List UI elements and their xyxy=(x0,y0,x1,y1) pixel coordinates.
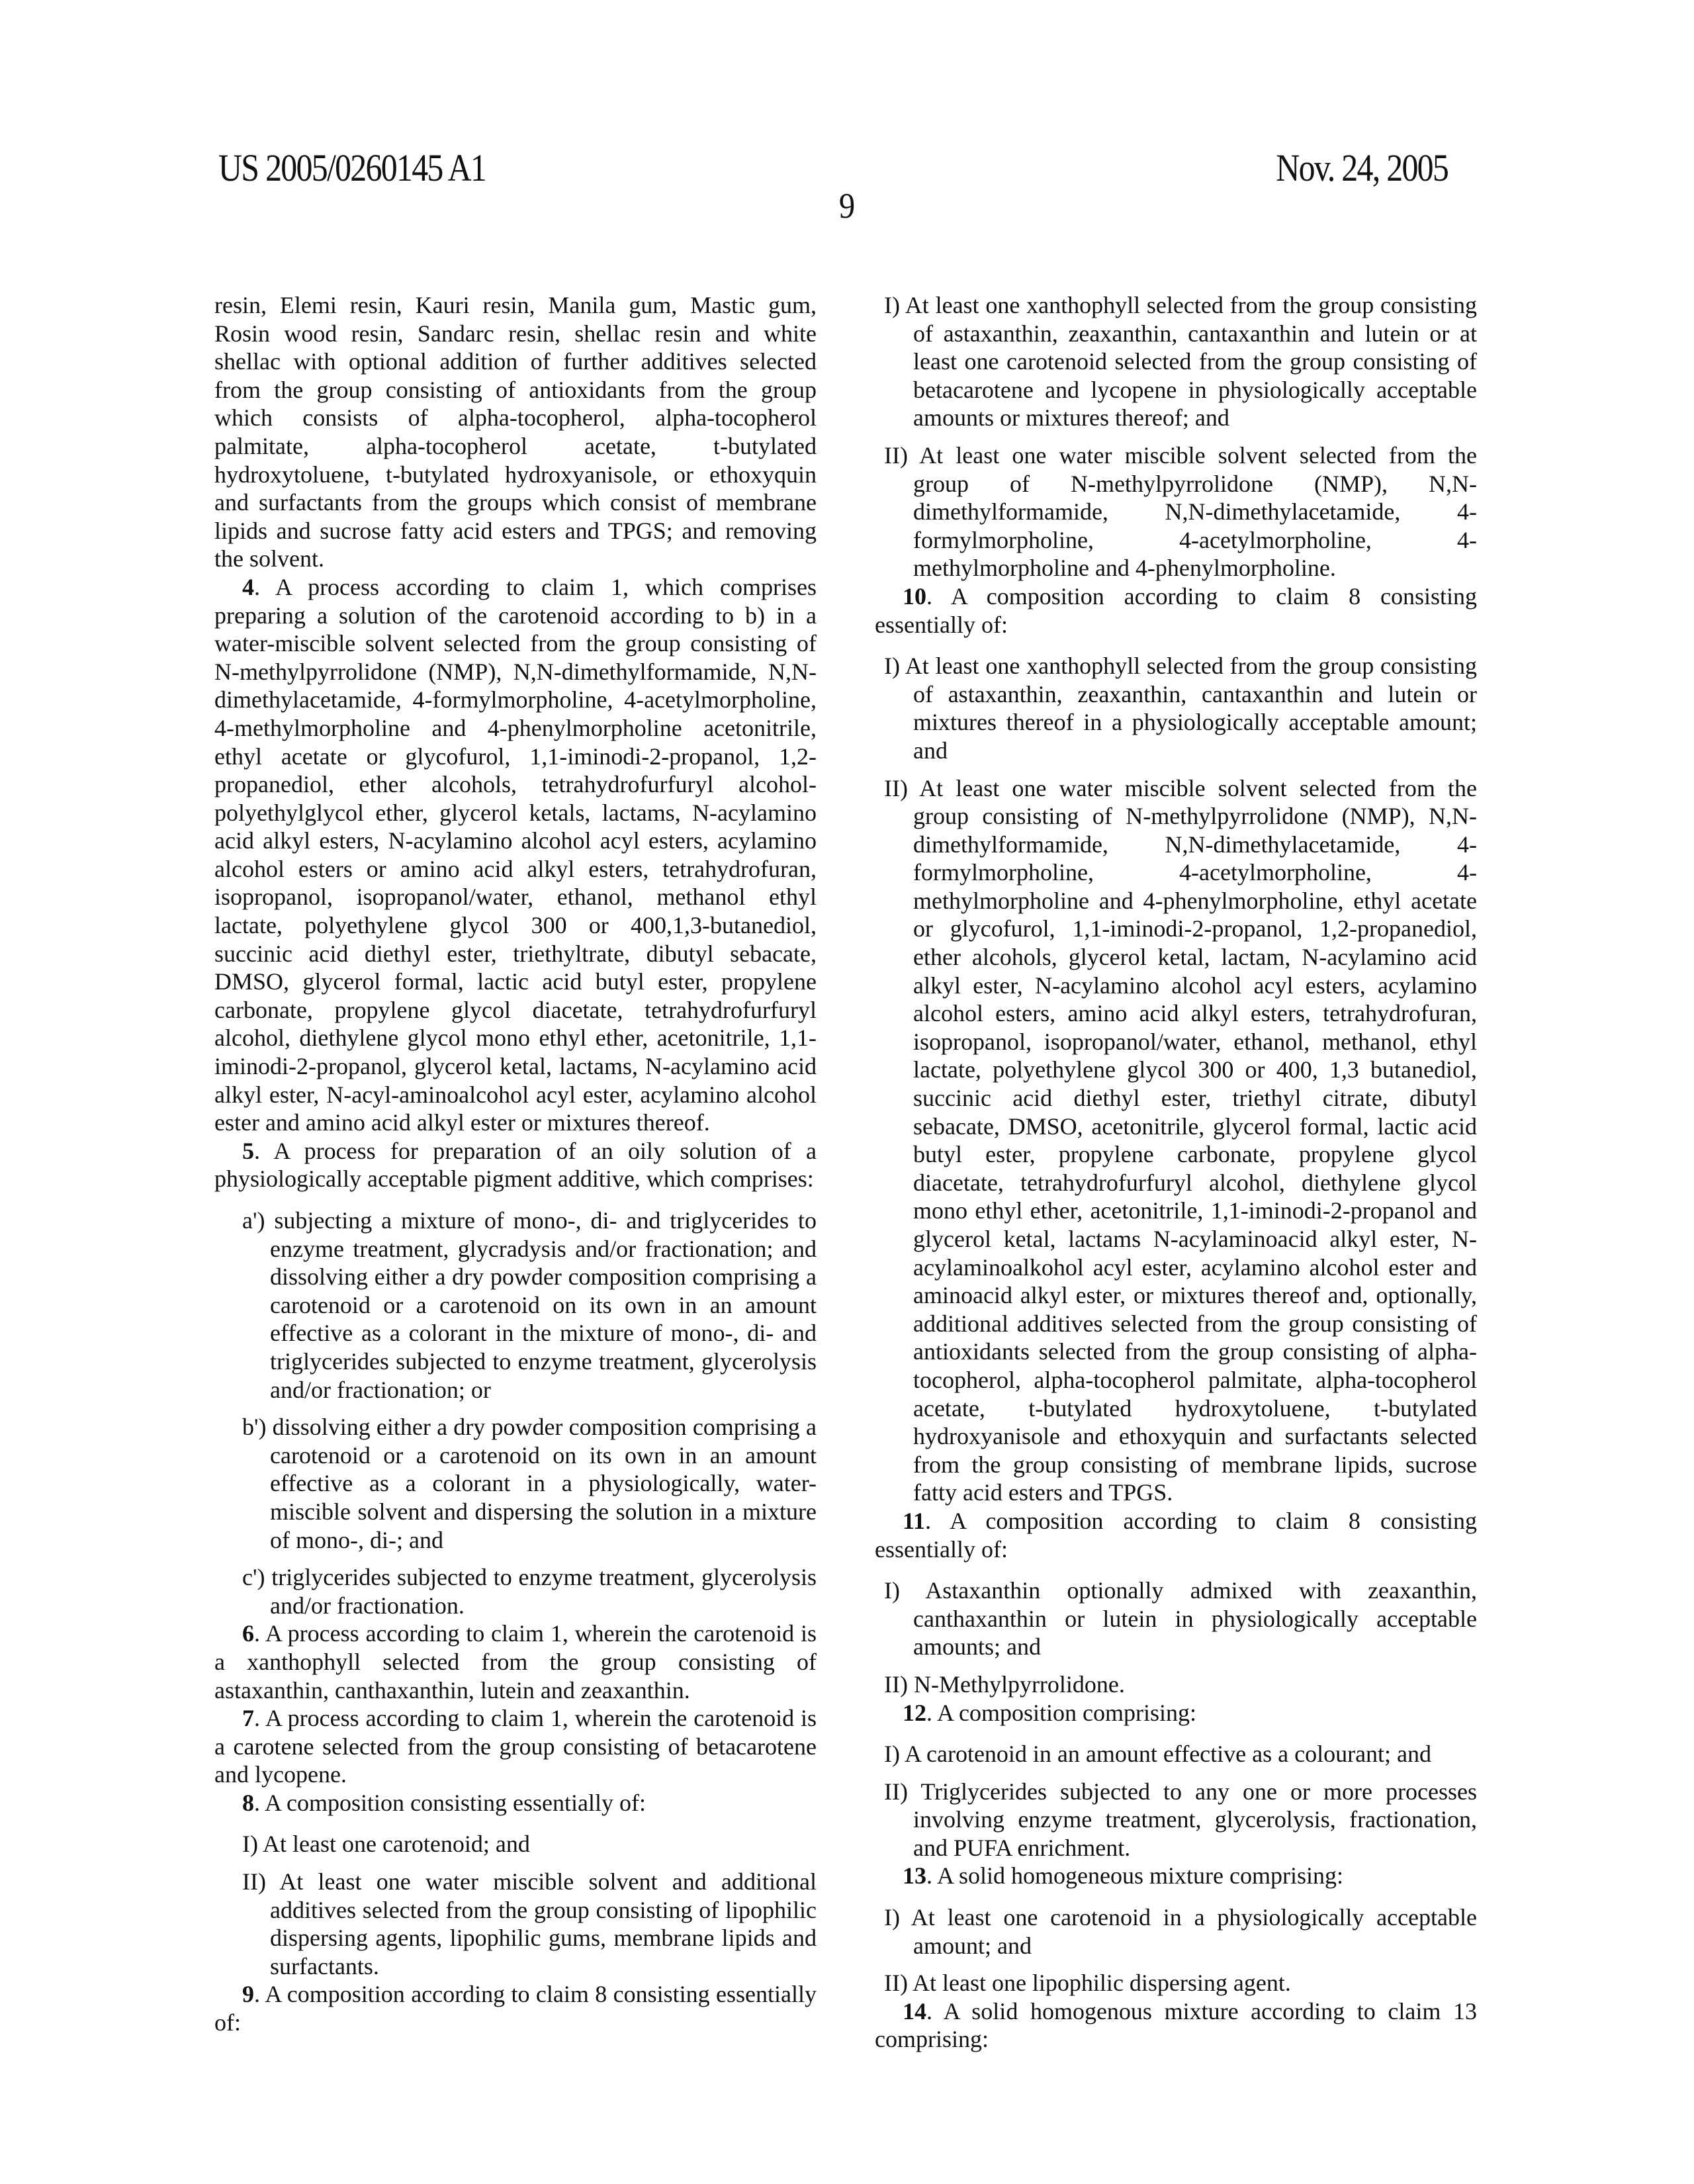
claim-item: b') dissolving either a dry powder composition comprising a carotenoid or a carotenoid on its own in an amount effective as a colorant in a physiologically, water-miscible solvent and dispersing the solution in a mixture of mono-, di-; and xyxy=(242,1414,817,1553)
claim-10 xyxy=(875,582,1477,639)
claim-item: I) A carotenoid in an amount effective as a colourant; and xyxy=(884,1741,1432,1768)
claim-12 xyxy=(875,1699,1477,1727)
claim-item: II) At least one water miscible solvent and additional additives selected from the group consisting of lipophilic dispersing agents, lipophilic gums, membrane lipids and surfactants. xyxy=(242,1868,817,1979)
claim-11 xyxy=(875,1507,1477,1563)
claim-text: . A process according to claim 1, which comprises preparing a solution of the carotenoid according to b) in a water-miscible solvent selected from the group consisting of N-methylpyrrolidone (NMP), N,N-dimethylformamide, N,N-dimethylacetamide, 4-formylmorpholine, 4-acetylmorpholine, 4-methylmorpholine and 4-phenylmorpholine acetonitrile, ethyl acetate or glycofurol, 1,1-iminodi-2-propanol, 1,2-propanediol, ether alcohols, tetrahydrofurfuryl alcohol-polyethylglycol ether, glycerol ketals, lactams, N-acylamino acid alkyl esters, N-acylamino alcohol acyl esters, acylamino alcohol esters or amino acid alkyl esters, tetrahydrofuran, isopropanol, isopropanol/water, ethanol, methanol ethyl lactate, polyethylene glycol 300 or 400,1,3-butanediol, succinic acid diethyl ester, triethyltrate, dibutyl sebacate, DMSO, glycerol formal, lactic acid butyl ester, propylene carbonate, propylene glycol diacetate, tetrahydrofurfuryl alcohol, diethylene glycol mono ethyl ether, acetonitrile, 1,1-iminodi-2-propanol, glycerol ketal, lactams, N-acylamino acid alkyl ester, N-acyl-aminoalcohol acyl ester, acylamino alcohol ester and amino acid alkyl ester or mixtures thereof. xyxy=(214,573,817,1136)
claim-item: II) At least one lipophilic dispersing agent. xyxy=(884,1970,1291,1997)
claim-item: I) At least one xanthophyll selected from the group consisting of astaxanthin, zeaxanthin, cantaxanthin and lutein or at least one carotenoid selected from the group consisting of betacarotene and lycopene in physiologically acceptable amounts or mixtures thereof; and xyxy=(884,292,1477,432)
claim-text: . A solid homogenous mixture according to claim 13 comprising: xyxy=(875,1997,1477,2053)
claim-item: a') subjecting a mixture of mono-, di- and triglycerides to enzyme treatment, glycradysis and/or fractionation; and dissolving either a dry powder composition comprising a carotenoid or a carotenoid on its own in an amount effective as a colorant in the mixture of mono-, di- and triglycerides subjected to enzyme treatment, glycerolysis and/or fractionation; or xyxy=(242,1207,817,1403)
claim-9 xyxy=(214,1980,817,2036)
claim-14 xyxy=(875,1997,1477,2054)
claim-text: . A composition according to claim 8 consisting essentially of: xyxy=(875,582,1477,638)
claim-13 xyxy=(875,1862,1477,1890)
claim-6 xyxy=(214,1619,817,1704)
claim-text: . A process according to claim 1, wherein the carotenoid is a xanthophyll selected from the group consisting of astaxanthin, canthaxanthin, lutein and zeaxanthin. xyxy=(214,1620,817,1704)
claim-text: . A composition according to claim 8 consisting essentially of: xyxy=(875,1507,1477,1563)
claim-number: 10 xyxy=(903,582,926,610)
publication-number: US 2005/0260145 A1 xyxy=(218,146,486,189)
claim-item: c') triglycerides subjected to enzyme treatment, glycerolysis and/or fractionation. xyxy=(242,1564,817,1619)
claim-item: I) At least one xanthophyll selected from the group consisting of astaxanthin, zeaxanthin, cantaxanthin and lutein or mixtures thereof in a physiologically acceptable amount; and xyxy=(884,653,1477,764)
claim-item: II) Triglycerides subjected to any one or more processes involving enzyme treatment, glycerolysis, fractionation, and PUFA enrichment. xyxy=(884,1778,1477,1861)
claim-number: 5 xyxy=(242,1137,254,1164)
claim-item: I) Astaxanthin optionally admixed with zeaxanthin, canthaxanthin or lutein in physiologically acceptable amounts; and xyxy=(884,1577,1477,1661)
claim-number: 6 xyxy=(242,1620,254,1647)
claim-text: . A composition consisting essentially of: xyxy=(254,1789,646,1816)
right-column xyxy=(875,291,1477,2054)
claim-text: . A composition according to claim 8 consisting essentially of: xyxy=(214,1981,817,2036)
claim-number: 4 xyxy=(242,573,254,600)
claim-number: 7 xyxy=(242,1705,254,1732)
claim-number: 14 xyxy=(903,1997,926,2025)
claim-item: II) At least one water miscible solvent selected from the group of N-methylpyrrolidone (NMP), N,N-dimethylformamide, N,N-dimethylacetamide, 4-formylmorpholine, 4-acetylmorpholine, 4-methylmorpholine and 4-phenylmorpholine. xyxy=(884,441,1477,582)
claim-item: I) At least one carotenoid in a physiologically acceptable amount; and xyxy=(884,1904,1477,1959)
claim-number: 13 xyxy=(903,1862,926,1889)
left-column xyxy=(214,291,817,2037)
claim-number: 8 xyxy=(242,1789,254,1816)
claim-5 xyxy=(214,1137,817,1193)
claim-item: II) At least one water miscible solvent selected from the group consisting of N-methylpyrrolidone (NMP), N,N-dimethylformamide, N,N-dimethylacetamide, 4-formylmorpholine, 4-acetylmorpholine, 4-methylmorpholine and 4-phenylmorpholine, ethyl acetate or glycofurol, 1,1-iminodi-2-propanol, 1,2-propanediol, ether alcohols, glycerol ketal, lactam, N-acylamino acid alkyl ester, N-acylamino alcohol acyl esters, acylamino alcohol esters, amino acid alkyl esters, tetrahydrofuran, isopropanol, isopropanol/water, ethanol, methanol, ethyl lactate, polyethylene glycol 300 or 400, 1,3 butanediol, succinic acid diethyl ester, triethyl citrate, dibutyl sebacate, DMSO, acetonitrile, glycerol formal, lactic acid butyl ester, propylene carbonate, propylene glycol diacetate, tetrahydrofurfuryl alcohol, diethylene glycol mono ethyl ether, acetonitrile, 1,1-iminodi-2-propanol and glycerol ketal, lactams N-acylaminoacid alkyl ester, N-acylaminoalkohol acyl ester, acylamino alcohol ester and aminoacid alkyl ester, or mixtures thereof and, optionally, additional additives selected from the group consisting of antioxidants selected from the group consisting of alpha-tocopherol, alpha-tocopherol palmitate, alpha-tocopherol acetate, t-butylated hydroxytoluene, t-butylated hydroxyanisole and ethoxyquin and surfactants selected from the group consisting of membrane lipids, sucrose fatty acid esters and TPGS. xyxy=(884,774,1477,1506)
page-number: 9 xyxy=(838,186,856,226)
claim-item: II) N-Methylpyrrolidone. xyxy=(884,1670,1125,1698)
claim-item: I) At least one carotenoid; and xyxy=(242,1831,530,1858)
claim-number: 9 xyxy=(242,1981,254,2008)
claim-number: 12 xyxy=(903,1699,926,1726)
claim-text: . A process according to claim 1, wherein the carotenoid is a carotene selected from the group consisting of betacarotene and lycopene. xyxy=(214,1705,817,1788)
claim-7 xyxy=(214,1704,817,1789)
publication-date: Nov. 24, 2005 xyxy=(1276,146,1448,189)
claim-continuation: resin, Elemi resin, Kauri resin, Manila gum, Mastic gum, Rosin wood resin, Sandarc resin, shellac resin and white shellac with optional addition of further additives selected from the group consisting of antioxidants from the group which consists of alpha-tocopherol, alpha-tocopherol palmitate, alpha-tocopherol acetate, t-butylated hydroxytoluene, t-butylated hydroxyanisole, or ethoxyquin and surfactants from the groups which consist of membrane lipids and sucrose fatty acid esters and TPGS; and removing the solvent. xyxy=(214,292,817,572)
claim-text: . A composition comprising: xyxy=(926,1699,1197,1726)
claim-8 xyxy=(214,1789,817,1817)
claim-4 xyxy=(214,573,817,1137)
claim-number: 11 xyxy=(903,1507,926,1534)
claim-text: . A process for preparation of an oily solution of a physiologically acceptable pigment additive, which comprises: xyxy=(214,1137,817,1193)
claim-text: . A solid homogeneous mixture comprising: xyxy=(926,1862,1343,1889)
